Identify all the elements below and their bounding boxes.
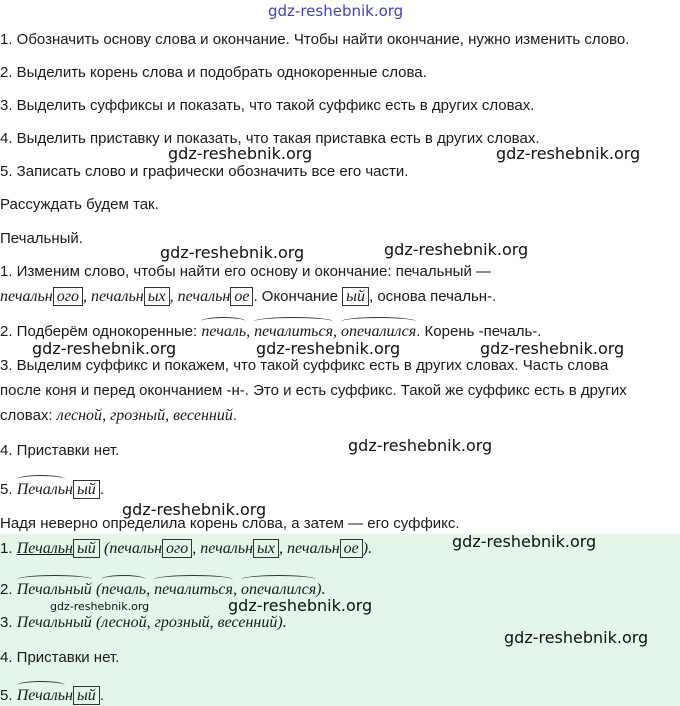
watermark: gdz-reshebnik.org — [504, 628, 649, 647]
stem-mark: Печальн — [16, 540, 73, 557]
solution-step-3-line1: 3. Выделим суффикс и покажем, что такой суффикс есть в других словах. Часть слова — [0, 357, 609, 374]
suffix-mark: н — [65, 481, 73, 498]
root-mark: Печаль — [16, 481, 66, 498]
watermark: gdz-reshebnik.org — [168, 144, 313, 163]
root-mark: Печаль — [16, 687, 66, 704]
step-1: 1. Обозначить основу слова и окончание. Чтобы найти окончание, нужно изменить слово. — [0, 31, 630, 48]
form-stem: печальн — [90, 288, 144, 305]
forms-line: печальн ого , печальн ых , печальн ое . Окончание ый , основа печальн-. — [0, 288, 497, 305]
watermark: gdz-reshebnik.org — [480, 339, 625, 358]
ending-box: ое — [230, 287, 253, 306]
answer-step-1: 1. Печальн ый (печальн ого , печальн ых , печальн ое ). — [0, 540, 373, 557]
step-4: 4. Выделить приставку и показать, что такая приставка есть в других словах. — [0, 130, 540, 147]
solution-step-1: 1. Изменим слово, чтобы найти его основу и окончание: печальный — — [0, 263, 492, 280]
answer-step-2: 2. Печальный (печаль, печалиться, опечалился). — [0, 581, 326, 598]
word-title: Печальный. — [0, 230, 83, 247]
nadya-text: Надя неверно определила корень слова, а затем — его суффикс. — [0, 515, 460, 532]
watermark: gdz-reshebnik.org — [496, 144, 641, 163]
suffix-word: грозный — [110, 407, 166, 424]
watermark: gdz-reshebnik.org — [384, 240, 529, 259]
stem-label: , основа печальн-. — [369, 288, 497, 305]
solution-step-3-line2: после коня и перед окончанием -н-. Это и есть суффикс. Такой же суффикс есть в других — [0, 382, 627, 399]
form-stem: печальн — [177, 288, 231, 305]
suffix-word: весенний — [173, 407, 233, 424]
answer-step-3: 3. Печальный (лесной, грозный, весенний). — [0, 614, 287, 631]
answer-step-5: 5. Печальн ый . — [0, 687, 104, 704]
ending-box: ых — [144, 287, 170, 306]
ending-box: ый — [73, 539, 100, 558]
root-word: печаль — [201, 323, 247, 340]
watermark: gdz-reshebnik.org — [160, 243, 305, 262]
answer-step-4: 4. Приставки нет. — [0, 649, 120, 666]
ending-label: . Окончание — [253, 288, 338, 305]
watermark-top: gdz-reshebnik.org — [268, 2, 404, 20]
root-word: печалиться — [254, 323, 333, 340]
form-stem: печальн — [0, 288, 53, 305]
suffix-mark: н — [65, 687, 73, 704]
solution-step-5: 5. Печальн ый . — [0, 481, 104, 498]
suffix-word: лесной — [56, 407, 103, 424]
step-2: 2. Выделить корень слова и подобрать однокоренные слова. — [0, 64, 427, 81]
watermark: gdz-reshebnik.org — [348, 436, 493, 455]
watermark: gdz-reshebnik.org — [32, 339, 177, 358]
step-5: 5. Записать слово и графически обозначить все его части. — [0, 163, 409, 180]
ending-box: ый — [73, 480, 100, 499]
watermark-small: gdz-reshebnik.org — [50, 600, 150, 613]
watermark: gdz-reshebnik.org — [256, 339, 401, 358]
step-3: 3. Выделить суффиксы и показать, что такой суффикс есть в других словах. — [0, 97, 535, 114]
ending-box: ого — [53, 287, 83, 306]
ending-box: ый — [342, 287, 369, 306]
reason-text: Рассуждать будем так. — [0, 196, 159, 213]
solution-step-4: 4. Приставки нет. — [0, 442, 120, 459]
root-word: опечалился — [341, 323, 417, 340]
watermark: gdz-reshebnik.org — [122, 500, 267, 519]
watermark: gdz-reshebnik.org — [228, 596, 373, 615]
solution-step-3-line3: словах: лесной, грозный, весенний. — [0, 407, 237, 424]
solution-step-2: 2. Подберём однокоренные: печаль, печалиться, опечалился. Корень -печаль-. — [0, 323, 542, 340]
ending-box: ый — [73, 686, 100, 705]
watermark: gdz-reshebnik.org — [452, 532, 597, 551]
